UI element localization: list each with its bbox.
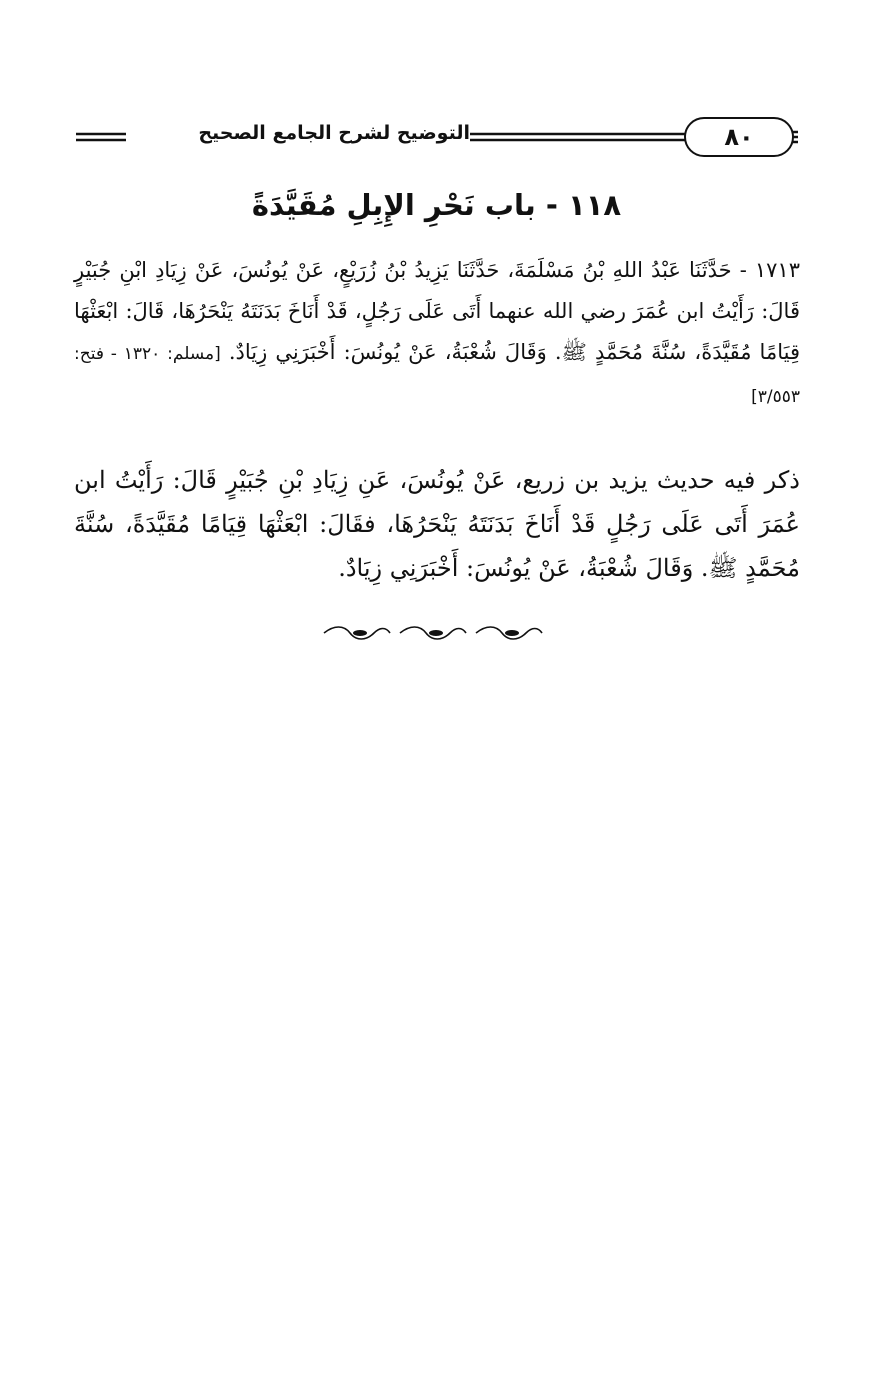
page-number: ٨٠: [684, 117, 794, 157]
hadith-text: ١٧١٣ - حَدَّثَنَا عَبْدُ اللهِ بْنُ مَسْلَمَةَ، حَدَّثَنَا يَزِيدُ بْنُ زُرَيْعٍ، عَنْ يُونُسَ، عَنْ زِيَادِ ابْنِ جُبَيْرٍ قَالَ: رَأَيْتُ ابن عُمَرَ رضي الله عنهما أَتَى عَلَى رَجُلٍ، قَدْ أَنَاخَ بَدَنَتَهُ يَنْحَرُهَا، قَالَ: ابْعَثْهَا قِيَامًا مُقَيَّدَةً، سُنَّةَ مُحَمَّدٍ ﷺ. وَقَالَ شُعْبَةُ، عَنْ يُونُسَ: أَخْبَرَنِي زِيَادٌ.: [74, 258, 800, 364]
ornament-divider: [320, 622, 546, 644]
running-title: التوضيح لشرح الجامع الصحيح: [198, 122, 470, 144]
hadith-block: [74, 250, 800, 418]
page-header: [72, 112, 798, 162]
hadith-reference: [مسلم: ١٣٢٠ - فتح: ٣/٥٥٣]: [74, 344, 800, 407]
chapter-title: ١١٨ - باب نَحْرِ الإِبِلِ مُقَيَّدَةً: [251, 188, 622, 222]
commentary-paragraph: ذكر فيه حديث يزيد بن زريع، عَنْ يُونُسَ، عَنِ زِيَادِ بْنِ جُبَيْرٍ قَالَ: رَأَيْتُ ابن عُمَرَ أَتَى عَلَى رَجُلٍ قَدْ أَنَاخَ بَدَنَتَهُ يَنْحَرُهَا، فقَالَ: ابْعَثْهَا قِيَامًا مُقَيَّدَةً، سُنَّةَ مُحَمَّدٍ ﷺ. وَقَالَ شُعْبَةُ، عَنْ يُونُسَ: أَخْبَرَنِي زِيَادٌ.: [74, 466, 800, 582]
